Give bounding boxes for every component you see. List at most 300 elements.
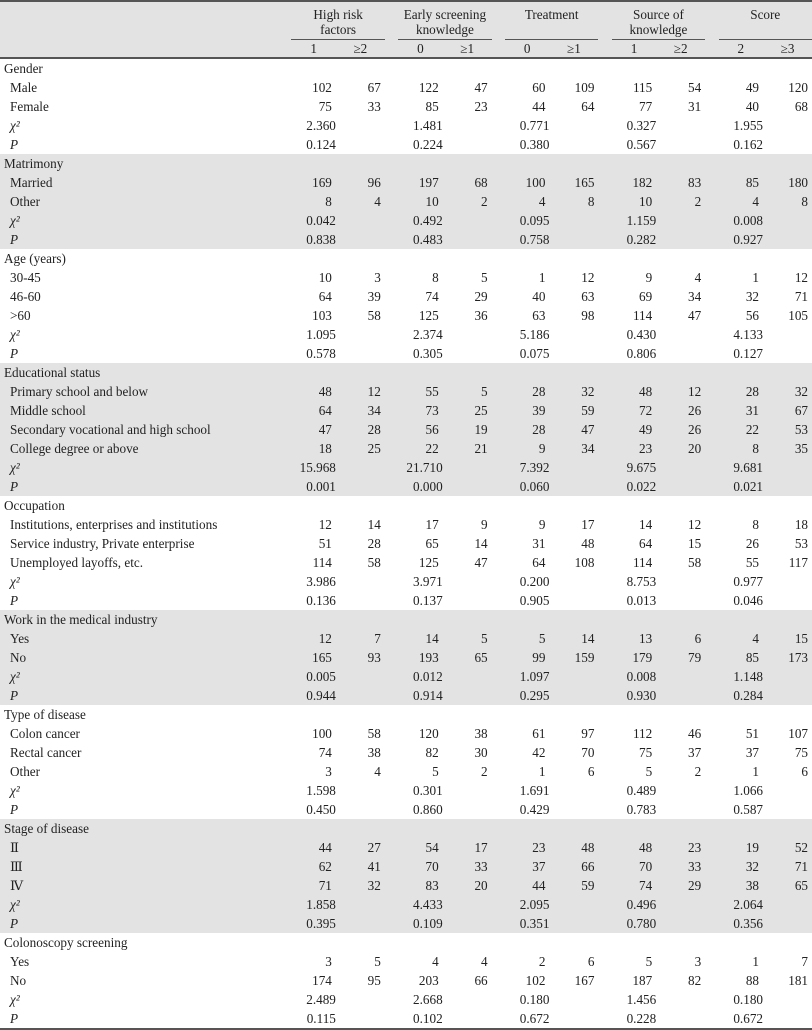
empty-cell bbox=[336, 325, 385, 344]
row-label: Colon cancer bbox=[10, 726, 80, 741]
spacer-cell bbox=[705, 838, 718, 857]
p-value: 0.224 bbox=[413, 137, 443, 152]
count-cell: 66 bbox=[549, 857, 598, 876]
table-row bbox=[0, 287, 812, 306]
spacer-cell bbox=[385, 553, 398, 572]
count-cell: 1 bbox=[752, 764, 759, 779]
empty-cell bbox=[656, 572, 705, 591]
chi-square-label bbox=[0, 895, 278, 914]
table-row bbox=[0, 439, 812, 458]
table-row bbox=[0, 762, 812, 781]
count-cell: 109 bbox=[574, 80, 595, 95]
count-cell: 3 bbox=[694, 954, 702, 969]
spacer-cell bbox=[598, 1009, 611, 1029]
count-cell: 25 bbox=[443, 401, 492, 420]
spacer-cell bbox=[385, 952, 398, 971]
count-cell: 64 bbox=[291, 401, 335, 420]
spacer-cell bbox=[278, 838, 291, 857]
count-cell: 17 bbox=[425, 517, 439, 532]
row-label: Primary school and below bbox=[0, 382, 278, 401]
chi-square-value: 1.095 bbox=[306, 327, 336, 342]
count-cell: 19 bbox=[719, 838, 763, 857]
empty-cell bbox=[336, 667, 385, 686]
chi-square-symbol: χ² bbox=[10, 213, 20, 228]
p-value: 0.395 bbox=[291, 914, 335, 933]
header-spacer bbox=[278, 40, 291, 59]
count-cell: 52 bbox=[763, 838, 812, 857]
spacer-cell bbox=[278, 420, 291, 439]
section-title: Stage of disease bbox=[0, 819, 812, 838]
spacer-cell bbox=[385, 78, 398, 97]
count-cell: 70 bbox=[612, 857, 656, 876]
count-cell: 61 bbox=[532, 726, 546, 741]
p-value-label bbox=[0, 477, 278, 496]
count-cell: 38 bbox=[719, 876, 763, 895]
count-cell: 2 bbox=[443, 192, 492, 211]
count-cell: 55 bbox=[398, 382, 442, 401]
chi-square-value: 1.481 bbox=[413, 118, 443, 133]
empty-cell bbox=[763, 572, 812, 591]
spacer-cell bbox=[598, 686, 611, 705]
spacer-cell bbox=[598, 838, 611, 857]
count-cell: 12 bbox=[687, 517, 702, 532]
table-header bbox=[0, 1, 812, 58]
count-cell: 6 bbox=[587, 954, 595, 969]
chi-square-symbol: χ² bbox=[10, 460, 20, 475]
count-cell: 10 bbox=[398, 192, 442, 211]
count-cell: 82 bbox=[687, 973, 702, 988]
spacer-cell bbox=[278, 667, 291, 686]
count-cell: 26 bbox=[745, 536, 759, 551]
empty-cell bbox=[656, 1009, 705, 1029]
count-cell: 174 bbox=[312, 973, 332, 988]
table-row bbox=[0, 629, 812, 648]
count-cell: 85 bbox=[719, 173, 763, 192]
spacer-cell bbox=[385, 458, 398, 477]
section-title: Gender bbox=[4, 61, 43, 76]
row-label: Female bbox=[10, 99, 49, 114]
count-cell: 4 bbox=[505, 192, 549, 211]
chi-square-value: 0.005 bbox=[291, 667, 335, 686]
spacer-cell bbox=[598, 306, 611, 325]
spacer-cell bbox=[385, 876, 398, 895]
header-spacer bbox=[385, 1, 398, 40]
empty-cell bbox=[549, 135, 598, 154]
spacer-cell bbox=[598, 116, 611, 135]
empty-cell bbox=[443, 990, 492, 1009]
p-value: 0.672 bbox=[505, 1009, 549, 1029]
count-cell: 8 bbox=[549, 192, 598, 211]
empty-cell bbox=[443, 135, 492, 154]
count-cell: 31 bbox=[532, 536, 546, 551]
empty-cell bbox=[763, 667, 812, 686]
count-cell: 159 bbox=[549, 648, 598, 667]
count-cell: 18 bbox=[291, 439, 335, 458]
count-cell: 33 bbox=[367, 99, 381, 114]
spacer-cell bbox=[705, 344, 718, 363]
empty-cell bbox=[549, 914, 598, 933]
count-cell: 114 bbox=[312, 555, 332, 570]
empty-cell bbox=[656, 230, 705, 249]
p-value: 0.860 bbox=[413, 802, 443, 817]
empty-cell bbox=[336, 781, 385, 800]
count-cell: 167 bbox=[574, 973, 595, 988]
empty-cell bbox=[763, 895, 812, 914]
spacer-cell bbox=[278, 553, 291, 572]
count-cell: 108 bbox=[574, 555, 595, 570]
empty-cell bbox=[336, 990, 385, 1009]
count-cell: 75 bbox=[318, 99, 332, 114]
count-cell: 29 bbox=[474, 289, 488, 304]
count-cell: 4 bbox=[481, 954, 488, 969]
empty-cell bbox=[549, 895, 598, 914]
count-cell: 54 bbox=[687, 80, 702, 95]
chi-square-value: 4.133 bbox=[733, 327, 763, 342]
spacer-cell bbox=[598, 952, 611, 971]
table-row bbox=[0, 192, 812, 211]
count-cell: 85 bbox=[719, 648, 763, 667]
empty-cell bbox=[656, 591, 705, 610]
p-value: 0.102 bbox=[398, 1009, 442, 1029]
p-value-label bbox=[0, 800, 278, 819]
chi-square-row bbox=[0, 990, 812, 1009]
spacer-cell bbox=[278, 458, 291, 477]
empty-cell bbox=[443, 458, 492, 477]
count-cell: 97 bbox=[581, 726, 595, 741]
column-group-header bbox=[505, 1, 598, 40]
spacer-cell bbox=[598, 971, 611, 990]
header-spacer bbox=[492, 40, 505, 59]
count-cell: 56 bbox=[398, 420, 442, 439]
p-value: 0.060 bbox=[505, 477, 549, 496]
table-row bbox=[0, 553, 812, 572]
count-cell: 54 bbox=[398, 838, 442, 857]
count-cell: 68 bbox=[443, 173, 492, 192]
count-cell: 69 bbox=[639, 289, 653, 304]
count-cell: 63 bbox=[581, 289, 595, 304]
spacer-cell bbox=[705, 97, 718, 116]
p-value: 0.914 bbox=[398, 686, 442, 705]
column-group-title-line1: High risk bbox=[313, 7, 363, 22]
count-cell: 28 bbox=[719, 382, 763, 401]
chi-square-value: 8.753 bbox=[626, 574, 657, 589]
count-cell: 75 bbox=[639, 745, 653, 760]
p-value: 0.001 bbox=[291, 477, 335, 496]
count-cell: 49 bbox=[612, 420, 656, 439]
empty-cell bbox=[443, 230, 492, 249]
empty-cell bbox=[443, 116, 492, 135]
empty-cell bbox=[336, 211, 385, 230]
row-label: College degree or above bbox=[0, 439, 278, 458]
section-title: Occupation bbox=[4, 498, 65, 513]
chi-square-label bbox=[0, 116, 278, 135]
count-cell: 37 bbox=[505, 857, 549, 876]
count-cell: 17 bbox=[443, 838, 492, 857]
spacer-cell bbox=[492, 116, 505, 135]
p-value: 0.905 bbox=[519, 593, 550, 608]
p-symbol: P bbox=[10, 593, 19, 608]
spacer-cell bbox=[278, 971, 291, 990]
empty-cell bbox=[549, 686, 598, 705]
count-cell: 15 bbox=[687, 536, 702, 551]
count-cell: 30 bbox=[474, 745, 488, 760]
empty-cell bbox=[656, 914, 705, 933]
table-row bbox=[0, 401, 812, 420]
count-cell: 32 bbox=[336, 876, 385, 895]
empty-cell bbox=[549, 667, 598, 686]
spacer-cell bbox=[705, 876, 718, 895]
empty-cell bbox=[443, 1009, 492, 1029]
spacer-cell bbox=[492, 439, 505, 458]
empty-cell bbox=[336, 895, 385, 914]
count-cell: 5 bbox=[645, 954, 653, 969]
section-header-row bbox=[0, 819, 812, 838]
spacer-cell bbox=[705, 800, 718, 819]
count-cell: 83 bbox=[656, 173, 705, 192]
p-value: 0.295 bbox=[505, 686, 549, 705]
subcolumn-header: ≥2 bbox=[656, 40, 705, 59]
spacer-cell bbox=[492, 971, 505, 990]
spacer-cell bbox=[278, 762, 291, 781]
count-cell: 29 bbox=[656, 876, 705, 895]
p-value: 0.284 bbox=[719, 686, 763, 705]
count-cell: 165 bbox=[549, 173, 598, 192]
count-cell: 23 bbox=[656, 838, 705, 857]
spacer-cell bbox=[705, 990, 718, 1009]
p-value-label bbox=[0, 1009, 278, 1029]
p-value: 0.075 bbox=[519, 346, 550, 361]
chi-square-value: 0.496 bbox=[612, 895, 656, 914]
row-label: >60 bbox=[10, 308, 31, 323]
spacer-cell bbox=[492, 534, 505, 553]
table-row bbox=[0, 743, 812, 762]
count-cell: 22 bbox=[398, 439, 442, 458]
count-cell: 3 bbox=[325, 954, 332, 969]
spacer-cell bbox=[492, 135, 505, 154]
spacer-cell bbox=[705, 648, 718, 667]
column-group-header bbox=[291, 1, 384, 40]
spacer-cell bbox=[598, 325, 611, 344]
spacer-cell bbox=[278, 800, 291, 819]
table-row bbox=[0, 268, 812, 287]
p-value-label bbox=[0, 914, 278, 933]
chi-square-row bbox=[0, 667, 812, 686]
p-value: 0.587 bbox=[733, 802, 763, 817]
p-value-label bbox=[0, 135, 278, 154]
empty-cell bbox=[443, 914, 492, 933]
empty-cell bbox=[549, 344, 598, 363]
spacer-cell bbox=[278, 857, 291, 876]
p-value-label bbox=[0, 686, 278, 705]
spacer-cell bbox=[385, 857, 398, 876]
p-value: 0.136 bbox=[306, 593, 336, 608]
p-value-label bbox=[0, 344, 278, 363]
empty-cell bbox=[763, 325, 812, 344]
empty-cell bbox=[336, 800, 385, 819]
empty-cell bbox=[763, 477, 812, 496]
spacer-cell bbox=[385, 515, 398, 534]
empty-cell bbox=[763, 116, 812, 135]
empty-cell bbox=[443, 800, 492, 819]
p-value: 0.429 bbox=[519, 802, 550, 817]
spacer-cell bbox=[385, 439, 398, 458]
chi-square-value: 1.955 bbox=[733, 118, 763, 133]
count-cell: 32 bbox=[745, 289, 759, 304]
empty-cell bbox=[549, 800, 598, 819]
count-cell: 26 bbox=[656, 401, 705, 420]
chi-square-symbol: χ² bbox=[10, 897, 20, 912]
empty-cell bbox=[336, 116, 385, 135]
table-row bbox=[0, 382, 812, 401]
p-value: 0.672 bbox=[719, 1009, 763, 1029]
count-cell: 125 bbox=[418, 308, 439, 323]
chi-square-value: 1.858 bbox=[291, 895, 335, 914]
count-cell: 48 bbox=[612, 838, 656, 857]
spacer-cell bbox=[385, 135, 398, 154]
count-cell: 72 bbox=[612, 401, 656, 420]
spacer-cell bbox=[598, 287, 611, 306]
row-label: Yes bbox=[0, 629, 278, 648]
count-cell: 8 bbox=[719, 439, 763, 458]
empty-cell bbox=[656, 477, 705, 496]
spacer-cell bbox=[278, 211, 291, 230]
count-cell: 7 bbox=[336, 629, 385, 648]
count-cell: 4 bbox=[432, 954, 439, 969]
spacer-cell bbox=[598, 534, 611, 553]
spacer-cell bbox=[278, 990, 291, 1009]
chi-square-value: 15.968 bbox=[291, 458, 335, 477]
spacer-cell bbox=[705, 572, 718, 591]
spacer-cell bbox=[492, 97, 505, 116]
spacer-cell bbox=[598, 990, 611, 1009]
count-cell: 179 bbox=[612, 648, 656, 667]
count-cell: 31 bbox=[687, 99, 702, 114]
spacer-cell bbox=[705, 781, 718, 800]
spacer-cell bbox=[492, 211, 505, 230]
count-cell: 53 bbox=[763, 420, 812, 439]
spacer-cell bbox=[705, 306, 718, 325]
count-cell: 98 bbox=[581, 308, 595, 323]
chi-square-value: 0.430 bbox=[626, 327, 657, 342]
spacer-cell bbox=[598, 648, 611, 667]
p-value-label bbox=[0, 230, 278, 249]
spacer-cell bbox=[705, 382, 718, 401]
p-value: 0.838 bbox=[291, 230, 335, 249]
empty-cell bbox=[336, 1009, 385, 1029]
spacer-cell bbox=[705, 192, 718, 211]
empty-cell bbox=[656, 686, 705, 705]
count-cell: 44 bbox=[291, 838, 335, 857]
spacer-cell bbox=[385, 743, 398, 762]
count-cell: 173 bbox=[763, 648, 812, 667]
spacer-cell bbox=[492, 420, 505, 439]
empty-cell bbox=[763, 135, 812, 154]
p-value: 0.021 bbox=[719, 477, 763, 496]
spacer-cell bbox=[492, 952, 505, 971]
spacer-cell bbox=[705, 971, 718, 990]
count-cell: 47 bbox=[687, 308, 702, 323]
count-cell: 39 bbox=[505, 401, 549, 420]
chi-square-label bbox=[0, 667, 278, 686]
spacer-cell bbox=[278, 743, 291, 762]
count-cell: 5 bbox=[432, 764, 439, 779]
p-symbol: P bbox=[10, 479, 19, 494]
spacer-cell bbox=[492, 382, 505, 401]
spacer-cell bbox=[492, 686, 505, 705]
spacer-cell bbox=[385, 686, 398, 705]
header-spacer bbox=[385, 40, 398, 59]
count-cell: 14 bbox=[398, 629, 442, 648]
chi-square-value: 0.042 bbox=[291, 211, 335, 230]
spacer-cell bbox=[492, 800, 505, 819]
spacer-cell bbox=[492, 781, 505, 800]
empty-cell bbox=[336, 914, 385, 933]
count-cell: 79 bbox=[656, 648, 705, 667]
chi-square-value: 0.012 bbox=[398, 667, 442, 686]
empty-cell bbox=[763, 344, 812, 363]
spacer-cell bbox=[385, 914, 398, 933]
p-value-label bbox=[0, 591, 278, 610]
spacer-cell bbox=[705, 515, 718, 534]
chi-square-value: 1.691 bbox=[519, 783, 550, 798]
count-cell: 65 bbox=[425, 536, 439, 551]
section-title: Educational status bbox=[0, 363, 812, 382]
count-cell: 47 bbox=[474, 555, 488, 570]
spacer-cell bbox=[278, 876, 291, 895]
empty-cell bbox=[443, 572, 492, 591]
count-cell: 71 bbox=[794, 289, 808, 304]
count-cell: 33 bbox=[656, 857, 705, 876]
spacer-cell bbox=[598, 401, 611, 420]
spacer-cell bbox=[705, 287, 718, 306]
spacer-cell bbox=[492, 743, 505, 762]
section-title: Work in the medical industry bbox=[0, 610, 812, 629]
spacer-cell bbox=[598, 420, 611, 439]
spacer-cell bbox=[492, 515, 505, 534]
row-label: Yes bbox=[10, 954, 30, 969]
p-value: 0.356 bbox=[719, 914, 763, 933]
spacer-cell bbox=[598, 97, 611, 116]
empty-cell bbox=[549, 116, 598, 135]
count-cell: 1 bbox=[538, 270, 546, 285]
empty-cell bbox=[763, 230, 812, 249]
count-cell: 70 bbox=[398, 857, 442, 876]
spacer-cell bbox=[278, 325, 291, 344]
count-cell: 67 bbox=[367, 80, 381, 95]
empty-cell bbox=[656, 895, 705, 914]
spacer-cell bbox=[278, 952, 291, 971]
count-cell: 9 bbox=[505, 439, 549, 458]
count-cell: 67 bbox=[763, 401, 812, 420]
count-cell: 103 bbox=[312, 308, 332, 323]
chi-square-value: 1.159 bbox=[612, 211, 656, 230]
count-cell: 88 bbox=[745, 973, 759, 988]
spacer-cell bbox=[278, 534, 291, 553]
p-value: 0.930 bbox=[612, 686, 656, 705]
spacer-cell bbox=[492, 1009, 505, 1029]
count-cell: 23 bbox=[474, 99, 488, 114]
chi-square-label bbox=[0, 211, 278, 230]
row-label: Married bbox=[0, 173, 278, 192]
count-cell: 102 bbox=[525, 973, 546, 988]
spacer-cell bbox=[385, 211, 398, 230]
spacer-cell bbox=[492, 648, 505, 667]
row-label: Institutions, enterprises and institutions bbox=[10, 517, 218, 532]
count-cell: 197 bbox=[398, 173, 442, 192]
count-cell: 51 bbox=[318, 536, 332, 551]
p-value: 0.162 bbox=[733, 137, 763, 152]
chi-square-row bbox=[0, 458, 812, 477]
